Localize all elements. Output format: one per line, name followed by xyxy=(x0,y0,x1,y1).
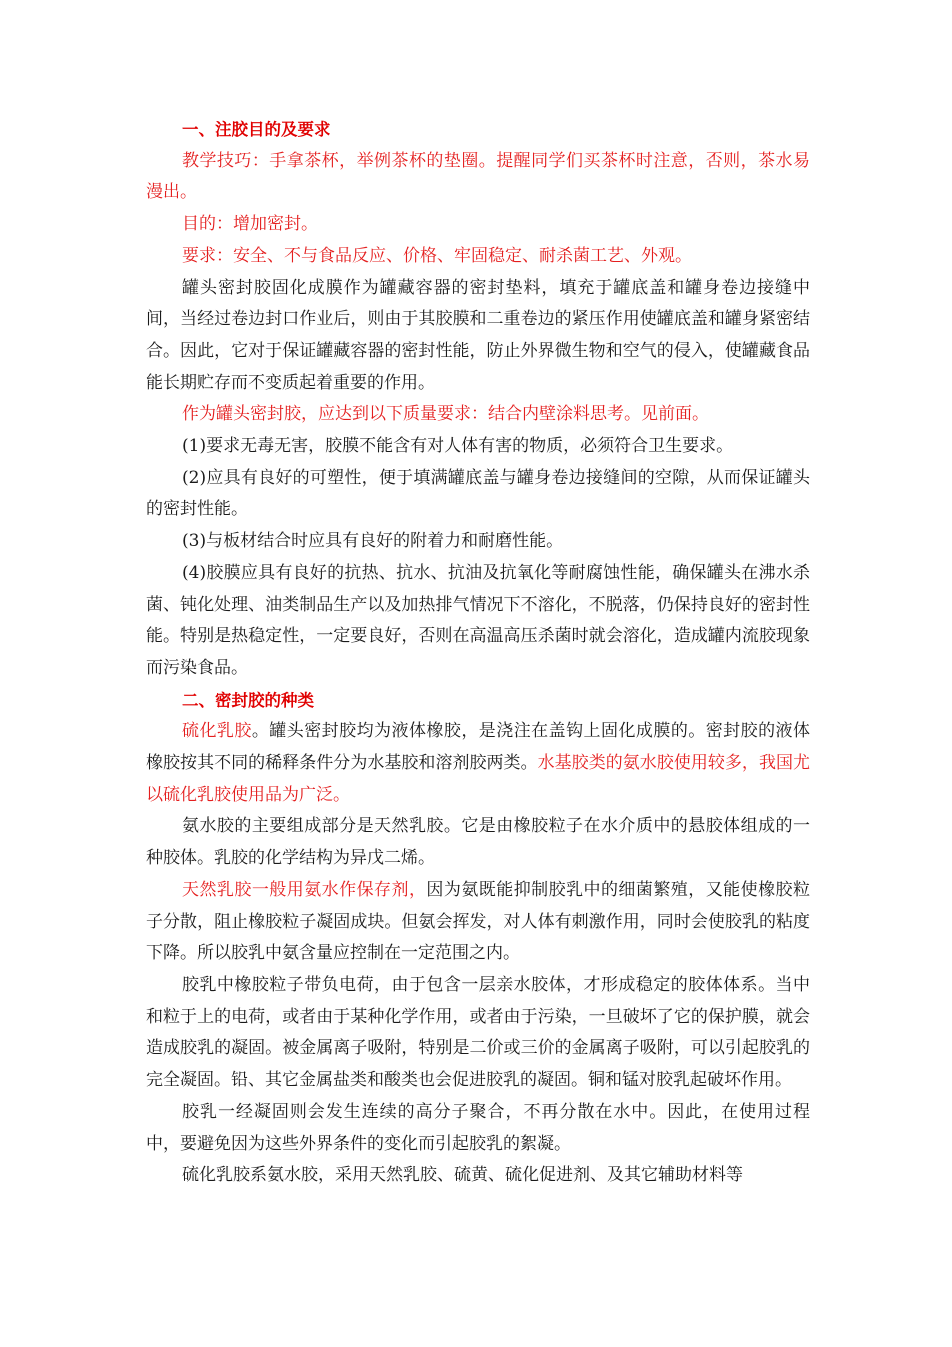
quality-note: 作为罐头密封胶，应达到以下质量要求：结合内壁涂料思考。见前面。 xyxy=(182,404,709,425)
paragraph-preservative xyxy=(146,875,810,970)
paragraph-polymerization: 胶乳一经凝固则会发生连续的高分子聚合，不再分散在水中。因此，在使用过程中，要避免因为这些外界条件的变化而引起胶乳的絮凝。 xyxy=(146,1101,810,1154)
highlight-phrase: 天然乳胶一般用氨水作保存剂， xyxy=(182,879,427,900)
intro-paragraph: 罐头密封胶固化成膜作为罐藏容器的密封垫料，填充于罐底盖和罐身卷边接缝中间，当经过卷边封口作业后，则由于其胶膜和二重卷边的紧压作用使罐底盖和罐身紧密结合。因此，它对于保证罐藏容器的密封性能，防止外界微生物和空气的侵入，使罐藏食品能长期贮存而不变质起着重要的作用。 xyxy=(146,277,810,393)
paragraph-ammonia-latex: 氨水胶的主要组成部分是天然乳胶。它是由橡胶粒子在水介质中的悬胶体组成的一种胶体。乳胶的化学结构为异戊二烯。 xyxy=(146,816,810,869)
paragraph-text: 。罐头密封胶均为液体橡胶，是浇注在盖钩上固化成膜的。密封胶的液体橡胶按其不同的稀释条件分为水基胶和溶剂胶两类。 xyxy=(146,721,811,774)
paragraph-text: 因为氨既能抑制胶乳中的细菌繁殖，又能使橡胶粒子分散，阻止橡胶粒子凝固成块。但氨会挥发，对人体有刺激作用，同时会使胶乳的粘度下降。所以胶乳中氨含量应控制在一定范围之内。 xyxy=(146,879,811,964)
requirement-line: 要求：安全、不与食品反应、价格、牢固稳定、耐杀菌工艺、外观。 xyxy=(182,245,692,266)
requirement-item-3: (3)与板材结合时应具有良好的附着力和耐磨性能。 xyxy=(182,531,564,552)
paragraph-coagulation: 胶乳中橡胶粒子带负电荷，由于包含一层亲水胶体，才形成稳定的胶体体系。当中和粒于上的电荷，或者由于某种化学作用，或者由于污染，一旦破坏了它的保护膜，就会造成胶乳的凝固。被金属离子吸附，特别是二价或三价的金属离子吸附，可以引起胶乳的完全凝固。铅、其它金属盐类和酸类也会促进胶乳的凝固。铜和锰对胶乳起破坏作用。 xyxy=(146,974,810,1091)
highlight-term: 硫化乳胶 xyxy=(182,721,252,742)
highlight-sentence: 水基胶类的氨水胶使用较多，我国尤以硫化乳胶使用品为广泛。 xyxy=(146,753,811,805)
requirement-item-1: (1)要求无毒无害，胶膜不能含有对人体有害的物质，必须符合卫生要求。 xyxy=(182,436,734,457)
section-heading-2: 二、密封胶的种类 xyxy=(182,690,314,710)
requirement-item-2: (2)应具有良好的可塑性，便于填满罐底盖与罐身卷边接缝间的空隙，从而保证罐头的密封性能。 xyxy=(146,467,810,520)
paragraph-composition: 硫化乳胶系氨水胶，采用天然乳胶、硫黄、硫化促进剂、及其它辅助材料等 xyxy=(182,1165,743,1186)
requirement-item-4: (4)胶膜应具有良好的抗热、抗水、抗油及抗氧化等耐腐蚀性能，确保罐头在沸水杀菌、钝化处理、油类制品生产以及加热排气情况下不溶化，不脱落，仍保持良好的密封性能。特别是热稳定性，一定要良好，否则在高温高压杀菌时就会溶化，造成罐内流胶现象而污染食品。 xyxy=(146,562,810,678)
section-heading-1: 一、注胶目的及要求 xyxy=(182,120,331,139)
purpose-line: 目的：增加密封。 xyxy=(182,214,318,235)
document-page xyxy=(146,114,810,1192)
teaching-tip: 教学技巧：手拿茶杯，举例茶杯的垫圈。提醒同学们买茶杯时注意，否则，茶水易漫出。 xyxy=(146,150,810,203)
paragraph-vulcanized-latex xyxy=(146,716,810,811)
